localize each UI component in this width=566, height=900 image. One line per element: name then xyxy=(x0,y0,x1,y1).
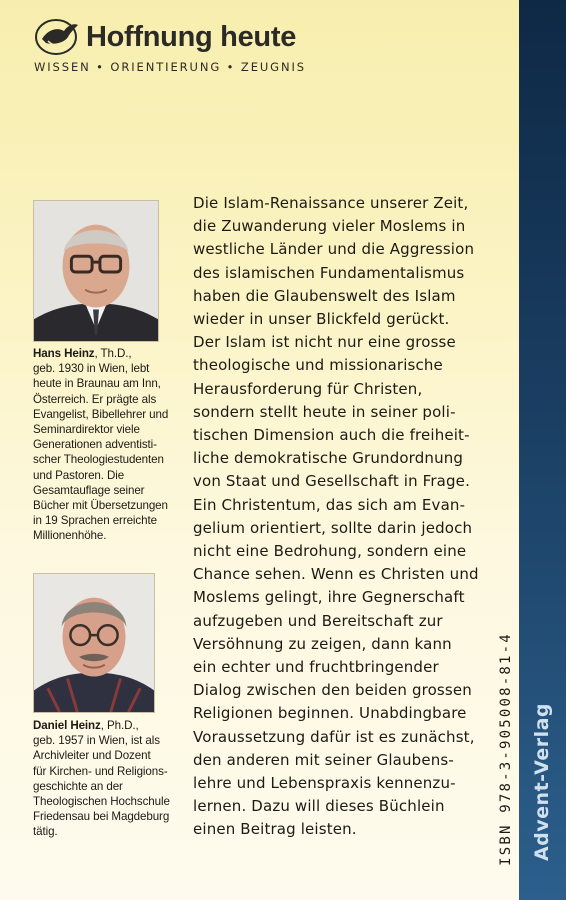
blurb-line: Dialog zwischen den beiden grossen xyxy=(193,681,472,700)
blurb-line: nicht eine Bedrohung, sondern eine xyxy=(193,542,467,561)
portrait-hans-heinz xyxy=(33,200,159,342)
blurb-line: von Staat und Gesellschaft in Frage. xyxy=(193,472,470,491)
author-name: Hans Heinz xyxy=(33,347,95,360)
blurb-line: Chance sehen. Wenn es Christen und xyxy=(193,565,479,584)
blurb-line: Die Islam-Renaissance unserer Zeit, xyxy=(193,194,469,212)
blurb-line: haben die Glaubenswelt des Islam xyxy=(193,286,456,305)
bio-line: geb. 1930 in Wien, lebt xyxy=(33,362,150,376)
blurb-line: ein echter und fruchtbringender xyxy=(193,658,439,677)
series-tagline: WISSEN • ORIENTIERUNG • ZEUGNIS xyxy=(34,60,306,74)
author-name: Daniel Heinz xyxy=(33,719,101,732)
bio-line: tätig. xyxy=(33,825,58,839)
blurb-line: Moslems gelingt, ihre Gegnerschaft xyxy=(193,588,465,607)
series-logo xyxy=(34,17,306,74)
bio-line: für Kirchen- und Religions- xyxy=(33,764,168,778)
publisher-name: Advent-Verlag xyxy=(531,702,553,862)
author-bio-daniel-heinz xyxy=(33,718,173,840)
blurb-line: einen Beitrag leisten. xyxy=(193,820,357,839)
bio-line: Millionenhöhe. xyxy=(33,529,107,543)
bio-line: Bücher mit Übersetzungen xyxy=(33,499,168,513)
blurb-line: gelium orientiert, sollte darin jedoch xyxy=(193,518,473,537)
blurb-line: Herausforderung für Christen, xyxy=(193,379,423,398)
portrait-daniel-heinz xyxy=(33,573,155,713)
blurb-line: die Zuwanderung vieler Moslems in xyxy=(193,217,466,236)
bio-line: Evangelist, Bibellehrer und xyxy=(33,407,169,421)
dove-icon xyxy=(34,17,82,57)
blurb-line: sondern stellt heute in seiner poli- xyxy=(193,402,456,421)
blurb-line: liche demokratische Grundordnung xyxy=(193,449,464,468)
blurb-line: lernen. Dazu will dieses Büchlein xyxy=(193,797,445,816)
bio-line: Friedensau bei Magdeburg xyxy=(33,810,170,824)
blurb-line: Ein Christentum, das sich am Evan- xyxy=(193,495,466,514)
bio-line: geschichte an der xyxy=(33,779,123,793)
bio-line: und Pastoren. Die xyxy=(33,468,125,482)
isbn-number: ISBN 978-3-905008-81-4 xyxy=(498,632,514,866)
bio-line: Österreich. Er prägte als xyxy=(33,392,157,406)
blurb-line: Versöhnung zu zeigen, dann kann xyxy=(193,634,452,653)
bio-line: Gesamtauflage seiner xyxy=(33,483,145,497)
bio-line: heute in Braunau am Inn, xyxy=(33,377,161,391)
bio-line: Theologischen Hochschule xyxy=(33,795,170,809)
blurb-line: westliche Länder und die Aggression xyxy=(193,240,475,259)
blurb-line: den anderen mit seiner Glaubens- xyxy=(193,750,454,769)
blurb-line: Voraussetzung dafür ist es zunächst, xyxy=(193,727,475,746)
series-title: Hoffnung heute xyxy=(86,20,297,53)
blurb-line: Religionen beginnen. Unabdingbare xyxy=(193,704,467,723)
bio-line: Seminardirektor viele xyxy=(33,423,140,437)
bio-line: , Ph.D., xyxy=(100,719,139,732)
blurb-line: lehre und Lebenspraxis kennenzu- xyxy=(193,774,456,793)
blurb-text xyxy=(193,192,498,842)
blurb-line: wieder in unser Blickfeld gerückt. xyxy=(193,310,450,329)
bio-line: Generationen adventisti- xyxy=(33,438,157,452)
author-bio-hans-heinz xyxy=(33,346,173,544)
bio-line: scher Theologiestudenten xyxy=(33,453,164,467)
bio-line: in 19 Sprachen erreichte xyxy=(33,514,157,528)
blurb-line: tischen Dimension auch die freiheit- xyxy=(193,426,470,445)
bio-line: Archivleiter und Dozent xyxy=(33,749,151,763)
blurb-line: theologische und missionarische xyxy=(193,356,443,375)
blurb-line: des islamischen Fundamentalismus xyxy=(193,263,465,282)
blurb-line: aufzugeben und Bereitschaft zur xyxy=(193,611,443,630)
bio-line: geb. 1957 in Wien, ist als xyxy=(33,734,160,748)
blurb-line: Der Islam ist nicht nur eine grosse xyxy=(193,333,456,352)
bio-line: , Th.D., xyxy=(94,347,132,360)
